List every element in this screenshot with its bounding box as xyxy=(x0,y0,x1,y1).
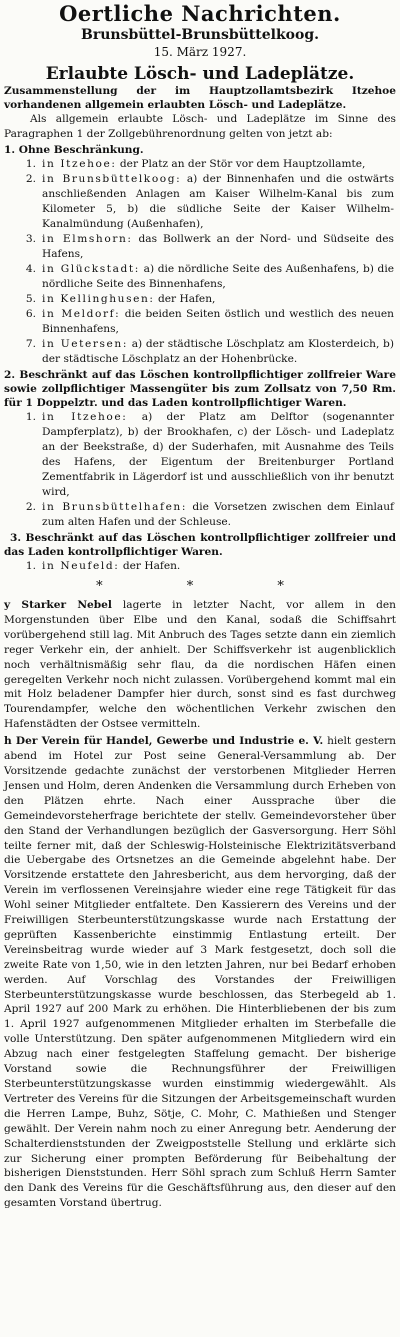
list-item-body xyxy=(42,500,396,530)
list-item-text: die Vorsetzen zwischen dem Einlauf zum alten Hafen und der Schleuse. xyxy=(42,501,394,528)
news-item-verein xyxy=(4,734,396,1211)
list-item-body xyxy=(42,262,396,292)
list-item-body xyxy=(42,307,396,337)
list-item-number: 1. xyxy=(25,560,36,572)
place-heading: Brunsbüttel-Brunsbüttelkoog. xyxy=(81,27,319,43)
section-2-list xyxy=(4,410,396,530)
section-3-title: 3. Beschränkt auf das Löschen kontrollpflichtiger zollfreier und das Laden kontrollpflichtiger Waren. xyxy=(4,532,396,558)
list-item xyxy=(4,292,396,307)
separator-stars: * * * xyxy=(96,579,324,594)
newspaper-page xyxy=(4,2,396,1211)
section-3-list xyxy=(4,559,396,574)
news-item-fog-text: lagerte in letzter Nacht, vor allem in den Morgenstunden über Elbe und den Kanal, sodaß die Schiffsahrt vorübergehend still lag. Mit Anbruch des Tages setzte dann ein ziemlich reger Verkehr ein, der anhielt. Der Schiffsverkehr ist augenblicklich noch verhältnismäßig sehr flau, da die nordischen Häfen einen geregelten Verkehr noch nicht zulassen. Vorübergehend kommt mal ein mit Holz beladener Dampfer hier durch, sonst sind es fast durchweg Tourendampfer, welche den wöchentlichen Verkehr zwischen den Hafenstädten der Ostsee vermitteln. xyxy=(4,599,397,731)
list-item xyxy=(4,410,396,500)
list-item-place: in Kellinghusen: xyxy=(42,293,155,305)
list-item-text: der Platz an der Stör vor dem Hauptzollamte, xyxy=(119,158,366,170)
section-2-title: 2. Beschränkt auf das Löschen kontrollpflichtiger zollfreier Ware sowie zollpflichtiger Massengüter bis zum Zollsatz von 7,50 Rm. für 1 Doppelztr. und das Laden kontrollpflichtiger Waren. xyxy=(4,369,396,409)
article-lead: Als allgemein erlaubte Lösch- und Ladeplätze im Sinne des Paragraphen 1 der Zollgebührenordnung gelten von jetzt ab: xyxy=(4,113,396,140)
list-item-place: in Brunsbüttelkoog: xyxy=(42,173,182,185)
list-item-number: 5. xyxy=(25,293,36,305)
list-item-number: 3. xyxy=(25,233,36,245)
list-item-place: in Elmshorn: xyxy=(42,233,133,245)
section-1-title: 1. Ohne Beschränkung. xyxy=(4,144,144,156)
list-item-text: a) der städtische Löschplatz am Klosterdeich, b) der städtische Löschplatz an der Hohenbrücke. xyxy=(42,338,394,365)
list-item-number: 2. xyxy=(25,501,36,513)
list-item-number: 1. xyxy=(25,411,36,423)
list-item-text: a) die nördliche Seite des Außenhafens, b) die nördliche Seite des Binnenhafens, xyxy=(42,263,394,290)
news-item-fog-lead: y Starker Nebel xyxy=(4,599,112,611)
list-item-number: 1. xyxy=(25,158,36,170)
list-item-text: a) der Platz am Delftor (sogenannter Dampferplatz), b) der Brookhafen, c) der Lösch- und Ladeplatz an der Beekstraße, d) der Suderhafen, mit Ausnahme des Teils des Hafens, der Eigentum der Breitenburger Portland Zementfabrik in Lägerdorf ist und ausschließlich von ihr benutzt wird, xyxy=(42,411,395,498)
list-item-body xyxy=(42,559,396,574)
list-item xyxy=(4,172,396,232)
list-item-text: der Hafen, xyxy=(157,293,216,305)
list-item-place: in Itzehoe: xyxy=(42,158,117,170)
article-intro: Zusammenstellung der im Hauptzollamtsbezirk Itzehoe vorhandenen allgemein erlaubten Lösch- und Ladeplätze. xyxy=(4,85,396,111)
article-headline: Erlaubte Lösch- und Ladeplätze. xyxy=(45,64,355,84)
list-item-text: a) der Binnenhafen und die ostwärts anschließenden Anlagen am Kaiser Wilhelm-Kanal bis zum Kilometer 5, b) die südliche Seite der Kaiser Wilhelm-Kanalmündung (Außenhafen), xyxy=(42,173,395,230)
list-item xyxy=(4,157,396,172)
list-item-number: 7. xyxy=(25,338,36,350)
list-item xyxy=(4,337,396,367)
page-title: Oertliche Nachrichten. xyxy=(59,1,341,26)
list-item xyxy=(4,262,396,292)
list-item-body xyxy=(42,232,396,262)
list-item-body xyxy=(42,410,396,500)
section-1-list xyxy=(4,157,396,367)
news-item-verein-lead: h Der Verein für Handel, Gewerbe und Industrie e. V. xyxy=(4,735,324,748)
list-item xyxy=(4,500,396,530)
list-item xyxy=(4,307,396,337)
list-item-place: in Itzehoe: xyxy=(42,411,128,423)
list-item-place: in Uetersen: xyxy=(42,338,129,350)
list-item-body xyxy=(42,292,396,307)
list-item-number: 6. xyxy=(25,308,36,320)
news-item-fog xyxy=(4,598,396,732)
list-item-number: 4. xyxy=(25,263,36,275)
list-item-place: in Meldorf: xyxy=(42,308,121,320)
list-item-text: die beiden Seiten östlich und westlich des neuen Binnenhafens, xyxy=(42,308,394,335)
date-line: 15. März 1927. xyxy=(153,45,247,59)
list-item xyxy=(4,232,396,262)
list-item-text: der Hafen. xyxy=(122,560,181,572)
list-item xyxy=(4,559,396,574)
list-item-place: in Glückstadt: xyxy=(42,263,140,275)
list-item-number: 2. xyxy=(25,173,36,185)
list-item-body xyxy=(42,337,396,367)
list-item-text: das Bollwerk an der Nord- und Südseite des Hafens, xyxy=(42,233,394,260)
list-item-body xyxy=(42,157,396,172)
list-item-body xyxy=(42,172,396,232)
list-item-place: in Brunsbüttelhafen: xyxy=(42,501,188,513)
list-item-place: in Neufeld: xyxy=(42,560,120,572)
news-item-verein-text: hielt gestern abend im Hotel zur Post seine General-Versammlung ab. Der Vorsitzende gedachte zunächst der verstorbenen Mitglieder Herren Jensen und Holm, deren Andenken die Versammlung durch Erheben von den Plätzen ehrte. Nach einer Aussprache über die Gemeindevorsteherfrage berichtete der stellv. Gemeindevorsteher über den Stand der Verhandlungen bezüglich der Gasversorgung. Herr Söhl teilte ferner mit, daß der Schleswig-Holsteinische Elektrizitätsverband die Uebergabe des Ortsnetzes an die Gemeinde abgelehnt habe. Der Vorsitzende erstattete den Jahresbericht, aus dem hervorging, daß der Verein im verflossenen Vereinsjahre wieder eine rege Tätigkeit für das Wohl seiner Mitglieder entfaltete. Den Kassierern des Vereins und der Freiwilligen Sterbeunterstützungskasse wurde nach Erstattung der geprüften Kassenberichte einstimmig Entlastung erteilt. Der Vereinsbeitrag wurde wieder auf 3 Mark festgesetzt, doch soll die zweite Rate von 1,50, wie in den letzten Jahren, nur bei Bedarf erhoben werden. Auf Vorschlag des Vorstandes der Freiwilligen Sterbeunterstützungskasse wurde beschlossen, das Sterbegeld ab 1. April 1927 auf 200 Mark zu erhöhen. Die Hinterbliebenen der bis zum 1. April 1927 aufgenommenen Mitglieder erhalten im Sterbefalle die volle Unterstützung. Den später aufgenommenen Mitgliedern wird ein Abzug nach einer festgelegten Staffelung gemacht. Der bisherige Vorstand sowie die Rechnungsführer der Freiwilligen Sterbeunterstützungskasse wurden einstimmig wiedergewählt. Als Vertreter des Vereins für die Sitzungen der Arbeitsgemeinschaft wurden die Herren Lampe, Buhz, Sötje, C. Mohr, C. Mathießen und Stenger gewählt. Der Verein nahm noch zu einer Anregung betr. Aenderung der Schalterdienststunden der Zweigpoststelle Stellung und erklärte sich zur Sicherung einer prompten Beförderung für Beibehaltung der bisherigen Dienststunden. Herr Söhl sprach zum Schluß Herrn Samter den Dank des Vereins für die Geschäftsführung aus, den dieser auf den gesamten Vorstand übertrug. xyxy=(4,735,396,1210)
